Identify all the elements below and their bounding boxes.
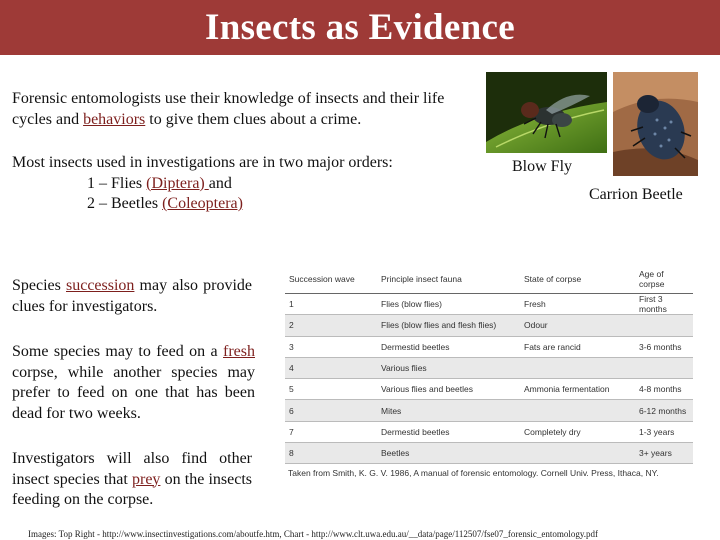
col-header: State of corpse — [520, 266, 635, 294]
table-source-credit: Taken from Smith, K. G. V. 1986, A manual of forensic entomology. Cornell Univ. Press, Ithaca, NY. — [288, 468, 659, 478]
table-row — [285, 421, 693, 442]
order-beetles — [12, 194, 482, 215]
table-cell: 2 — [285, 315, 377, 336]
table-cell: 4 — [285, 357, 377, 378]
table-cell: Various flies — [377, 357, 520, 378]
table-row — [285, 294, 693, 315]
blow-fly-icon — [486, 72, 607, 153]
table-cell: Ammonia fermentation — [520, 379, 635, 400]
blow-fly-photo — [486, 72, 607, 153]
carrion-beetle-icon — [613, 72, 698, 176]
succession-table — [285, 266, 693, 464]
table-cell: 3+ years — [635, 443, 693, 464]
orders-paragraph — [12, 153, 482, 215]
table-cell — [520, 443, 635, 464]
table-header-row — [285, 266, 693, 294]
table-cell: Various flies and beetles — [377, 379, 520, 400]
table-cell: Dermestid beetles — [377, 336, 520, 357]
succession-text-2: may also provide clues for investigators. — [12, 277, 252, 315]
table-cell: Dermestid beetles — [377, 421, 520, 442]
table-cell: 1 — [285, 294, 377, 315]
keyword-succession: succession — [66, 277, 135, 294]
beetles-label: 2 – Beetles — [87, 195, 163, 212]
table-cell: 8 — [285, 443, 377, 464]
keyword-behaviors: behaviors — [83, 110, 146, 128]
table-row — [285, 443, 693, 464]
title-bar — [0, 0, 720, 55]
orders-line: Most insects used in investigations are in two major orders: — [12, 154, 393, 171]
fresh-text-2: corpse, while another species may prefer to feed on one that has been dead for two weeks. — [12, 363, 255, 422]
table-cell: Fresh — [520, 294, 635, 315]
carrion-beetle-caption: Carrion Beetle — [589, 186, 683, 203]
succession-paragraph — [12, 276, 252, 317]
flies-label: 1 – Flies — [87, 174, 147, 192]
table-cell — [635, 357, 693, 378]
table-row — [285, 379, 693, 400]
table-cell — [635, 315, 693, 336]
col-header: Succession wave — [285, 266, 377, 294]
flies-suffix: and — [208, 174, 232, 192]
table-row — [285, 336, 693, 357]
table-row — [285, 357, 693, 378]
table-cell: 3 — [285, 336, 377, 357]
keyword-diptera: (Diptera) — [146, 174, 209, 192]
table-cell: First 3 months — [635, 294, 693, 315]
intro-paragraph — [12, 89, 482, 130]
prey-text-1: Investigators will also find other insect species that — [12, 450, 252, 488]
table-cell: 6-12 months — [635, 400, 693, 421]
succession-text-1: Species — [12, 277, 66, 294]
fresh-paragraph — [12, 342, 255, 424]
table-cell: Flies (blow flies) — [377, 294, 520, 315]
table-cell: 3-6 months — [635, 336, 693, 357]
table-row — [285, 400, 693, 421]
table-cell: Mites — [377, 400, 520, 421]
col-header: Principle insect fauna — [377, 266, 520, 294]
col-header: Age of corpse — [635, 266, 693, 294]
table-cell: 6 — [285, 400, 377, 421]
slide-title: Insects as Evidence — [205, 7, 515, 48]
table-row — [285, 315, 693, 336]
keyword-prey: prey — [132, 470, 161, 488]
table-cell: Beetles — [377, 443, 520, 464]
table-cell: 1-3 years — [635, 421, 693, 442]
prey-text-2: on the insects feeding on the corpse. — [12, 470, 253, 508]
fresh-text-1: Some species may to feed on a — [12, 343, 224, 360]
table-cell: Odour — [520, 315, 635, 336]
keyword-coleoptera: (Coleoptera) — [162, 195, 243, 212]
intro-text-2: to give them clues about a crime. — [145, 110, 362, 128]
order-flies — [12, 174, 482, 195]
intro-text-1: Forensic entomologists use their knowledge of insects and their life cycles and — [12, 90, 445, 128]
table-cell: Flies (blow flies and flesh flies) — [377, 315, 520, 336]
blow-fly-caption: Blow Fly — [512, 158, 573, 175]
prey-paragraph — [12, 449, 252, 511]
table-cell: Completely dry — [520, 421, 635, 442]
table-cell: 5 — [285, 379, 377, 400]
table-cell: Fats are rancid — [520, 336, 635, 357]
image-credits-footer: Images: Top Right - http://www.insectinvestigations.com/aboutfe.htm, Chart - http://www.clt.uwa.edu.au/__data/page/112507/fse07_forensic_entomology.pdf — [28, 529, 599, 539]
table-cell — [520, 400, 635, 421]
keyword-fresh: fresh — [223, 343, 255, 360]
table-cell: 7 — [285, 421, 377, 442]
carrion-beetle-photo — [613, 72, 698, 176]
table-cell: 4-8 months — [635, 379, 693, 400]
table-cell — [520, 357, 635, 378]
